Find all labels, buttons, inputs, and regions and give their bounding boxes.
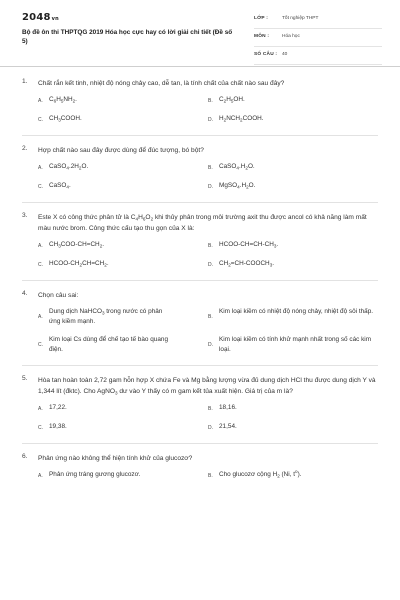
option-letter: A.: [38, 473, 43, 479]
question-number: 3.: [22, 212, 28, 219]
option-a[interactable]: [38, 470, 208, 481]
option-letter: D.: [208, 425, 213, 431]
option-text: $CH_3COOH$.: [49, 115, 82, 123]
option-c[interactable]: [38, 259, 208, 270]
question-4: [0, 290, 400, 355]
question-number: 4.: [22, 290, 28, 297]
option-letter: B.: [208, 165, 213, 171]
option-text: Kim loại kiềm có tính khử mạnh nhất trong số các kim loại.: [219, 336, 372, 353]
question-5: [0, 375, 400, 433]
meta-block: [254, 15, 382, 69]
option-b[interactable]: [208, 403, 378, 414]
option-d[interactable]: [208, 181, 378, 192]
option-letter: C.: [38, 425, 43, 431]
question-divider: [22, 443, 378, 444]
option-text: $CaSO_4.H_2O$.: [219, 163, 255, 171]
option-a[interactable]: [38, 403, 208, 414]
meta-row-count: [254, 51, 382, 65]
option-b[interactable]: [208, 470, 378, 481]
option-b[interactable]: [208, 162, 378, 173]
options: [38, 162, 378, 192]
question-text: Phản ứng nào không thể hiện tính khử của glucozơ?: [38, 455, 193, 462]
question-6: [0, 453, 400, 481]
option-letter: C.: [38, 342, 43, 348]
option-text: 17,22.: [49, 404, 67, 411]
question-2: [0, 145, 400, 192]
options: [38, 307, 378, 355]
option-letter: C.: [38, 184, 43, 190]
options: [38, 403, 378, 433]
option-c[interactable]: [38, 422, 208, 433]
option-letter: A.: [38, 314, 43, 320]
document-header: [0, 0, 400, 60]
option-d[interactable]: [208, 335, 378, 355]
option-letter: D.: [208, 342, 213, 348]
option-letter: A.: [38, 98, 43, 104]
option-c[interactable]: [38, 335, 208, 355]
question-divider: [22, 365, 378, 366]
meta-value: 40: [282, 52, 288, 57]
option-letter: A.: [38, 243, 43, 249]
option-b[interactable]: [208, 95, 378, 106]
option-text: CaSO$_4$.: [49, 182, 71, 190]
meta-key: MÔN :: [254, 34, 270, 39]
option-letter: C.: [38, 117, 43, 123]
option-text: Kim loại kiềm có nhiệt độ nóng chảy, nhiệt độ sôi thấp.: [219, 308, 374, 315]
option-text: $CH_3COO-CH=CH_2$.: [49, 241, 105, 249]
options: [38, 240, 378, 270]
option-text: 18,16.: [219, 404, 237, 411]
option-text: 19,38.: [49, 423, 67, 430]
option-letter: D.: [208, 262, 213, 268]
meta-key: SỐ CÂU :: [254, 52, 278, 57]
option-letter: D.: [208, 184, 213, 190]
option-text: 21,54.: [219, 423, 237, 430]
option-letter: B.: [208, 406, 213, 412]
option-d[interactable]: [208, 422, 378, 433]
option-a[interactable]: [38, 95, 208, 106]
option-letter: D.: [208, 117, 213, 123]
option-letter: B.: [208, 314, 213, 320]
question-list: [0, 78, 400, 491]
header-divider: [0, 66, 400, 67]
question-text: Chất rắn kết tinh, nhiệt độ nóng chảy cao, dễ tan, là tính chất của chất nào sau đây?: [38, 80, 285, 87]
option-letter: A.: [38, 165, 43, 171]
option-text: $H_2NCH_2COOH$.: [219, 115, 264, 123]
option-c[interactable]: [38, 181, 208, 192]
option-a[interactable]: [38, 240, 208, 251]
option-text: $C_6H_5NH_2$.: [49, 96, 77, 104]
option-text: $CaSO_4.2H_2O$.: [49, 163, 89, 171]
meta-row-class: [254, 15, 382, 29]
site-logo[interactable]: 2048vn: [22, 12, 59, 23]
option-text: HCOO-$CH_2CH=CH_2$.: [49, 260, 109, 268]
question-divider: [22, 135, 378, 136]
option-a[interactable]: [38, 307, 208, 327]
question-number: 6.: [22, 453, 28, 460]
question-number: 5.: [22, 375, 28, 382]
option-text: $CH_2=CH-COOCH_3$.: [219, 260, 275, 268]
option-letter: B.: [208, 243, 213, 249]
option-a[interactable]: [38, 162, 208, 173]
question-text: Chọn câu sai:: [38, 292, 79, 299]
option-c[interactable]: [38, 114, 208, 125]
option-text: $MgSO_4.H_2O$.: [219, 182, 256, 190]
option-d[interactable]: [208, 259, 378, 270]
option-text: Phản ứng tráng gương glucozơ.: [49, 471, 141, 478]
option-text: Kim loại Cs dùng để chế tạo tế bào quang điện.: [49, 336, 169, 353]
question-number: 1.: [22, 78, 28, 85]
option-letter: B.: [208, 98, 213, 104]
question-text: Hợp chất nào sau đây được dùng để đúc tượng, bó bột?: [38, 147, 204, 154]
option-letter: A.: [38, 406, 43, 412]
options: [38, 470, 378, 481]
option-text: Cho glucozơ cộng $H_2$ (Ni, $t^o$).: [219, 469, 302, 479]
question-divider: [22, 280, 378, 281]
option-text: HCOO-$CH=CH-CH_3$.: [219, 241, 279, 249]
option-b[interactable]: [208, 240, 378, 251]
question-1: [0, 78, 400, 125]
option-text: $C_2H_5OH$.: [219, 96, 245, 104]
question-text: Hòa tan hoàn toàn 2,72 gam hỗn hợp X chứa Fe và Mg bằng lượng vừa đủ dung dịch HCl thu được dung dịch Y và 1,344 lít (đktc). Cho AgNO$_3$ dư vào Y thấy có m gam kết tủa xuất hiện. Giá trị của m là?: [38, 377, 376, 396]
document-title: Bộ đề ôn thi THPTQG 2019 Hóa học cực hay có lời giải chi tiết (Đề số 5): [22, 29, 233, 45]
question-3: [0, 212, 400, 270]
meta-key: LỚP :: [254, 16, 269, 21]
option-d[interactable]: [208, 114, 378, 125]
meta-value: Tốt nghiệp THPT: [282, 16, 319, 21]
question-text: Este X có công thức phân tử là $C_4H_6O_2$ khi thủy phân trong môi trường axit thu được ancol có khả năng làm mất màu nước brom. Công thức cấu tạo thu gọn của X là:: [38, 214, 367, 232]
question-number: 2.: [22, 145, 28, 152]
option-text: Dung dịch NaHCO$_3$ trong nước có phản ứng kiềm mạnh.: [49, 308, 163, 325]
options: [38, 95, 378, 125]
option-letter: C.: [38, 262, 43, 268]
option-b[interactable]: [208, 307, 378, 327]
option-letter: B.: [208, 473, 213, 479]
question-divider: [22, 202, 378, 203]
meta-value: Hóa học: [282, 34, 300, 39]
meta-row-subject: [254, 33, 382, 47]
